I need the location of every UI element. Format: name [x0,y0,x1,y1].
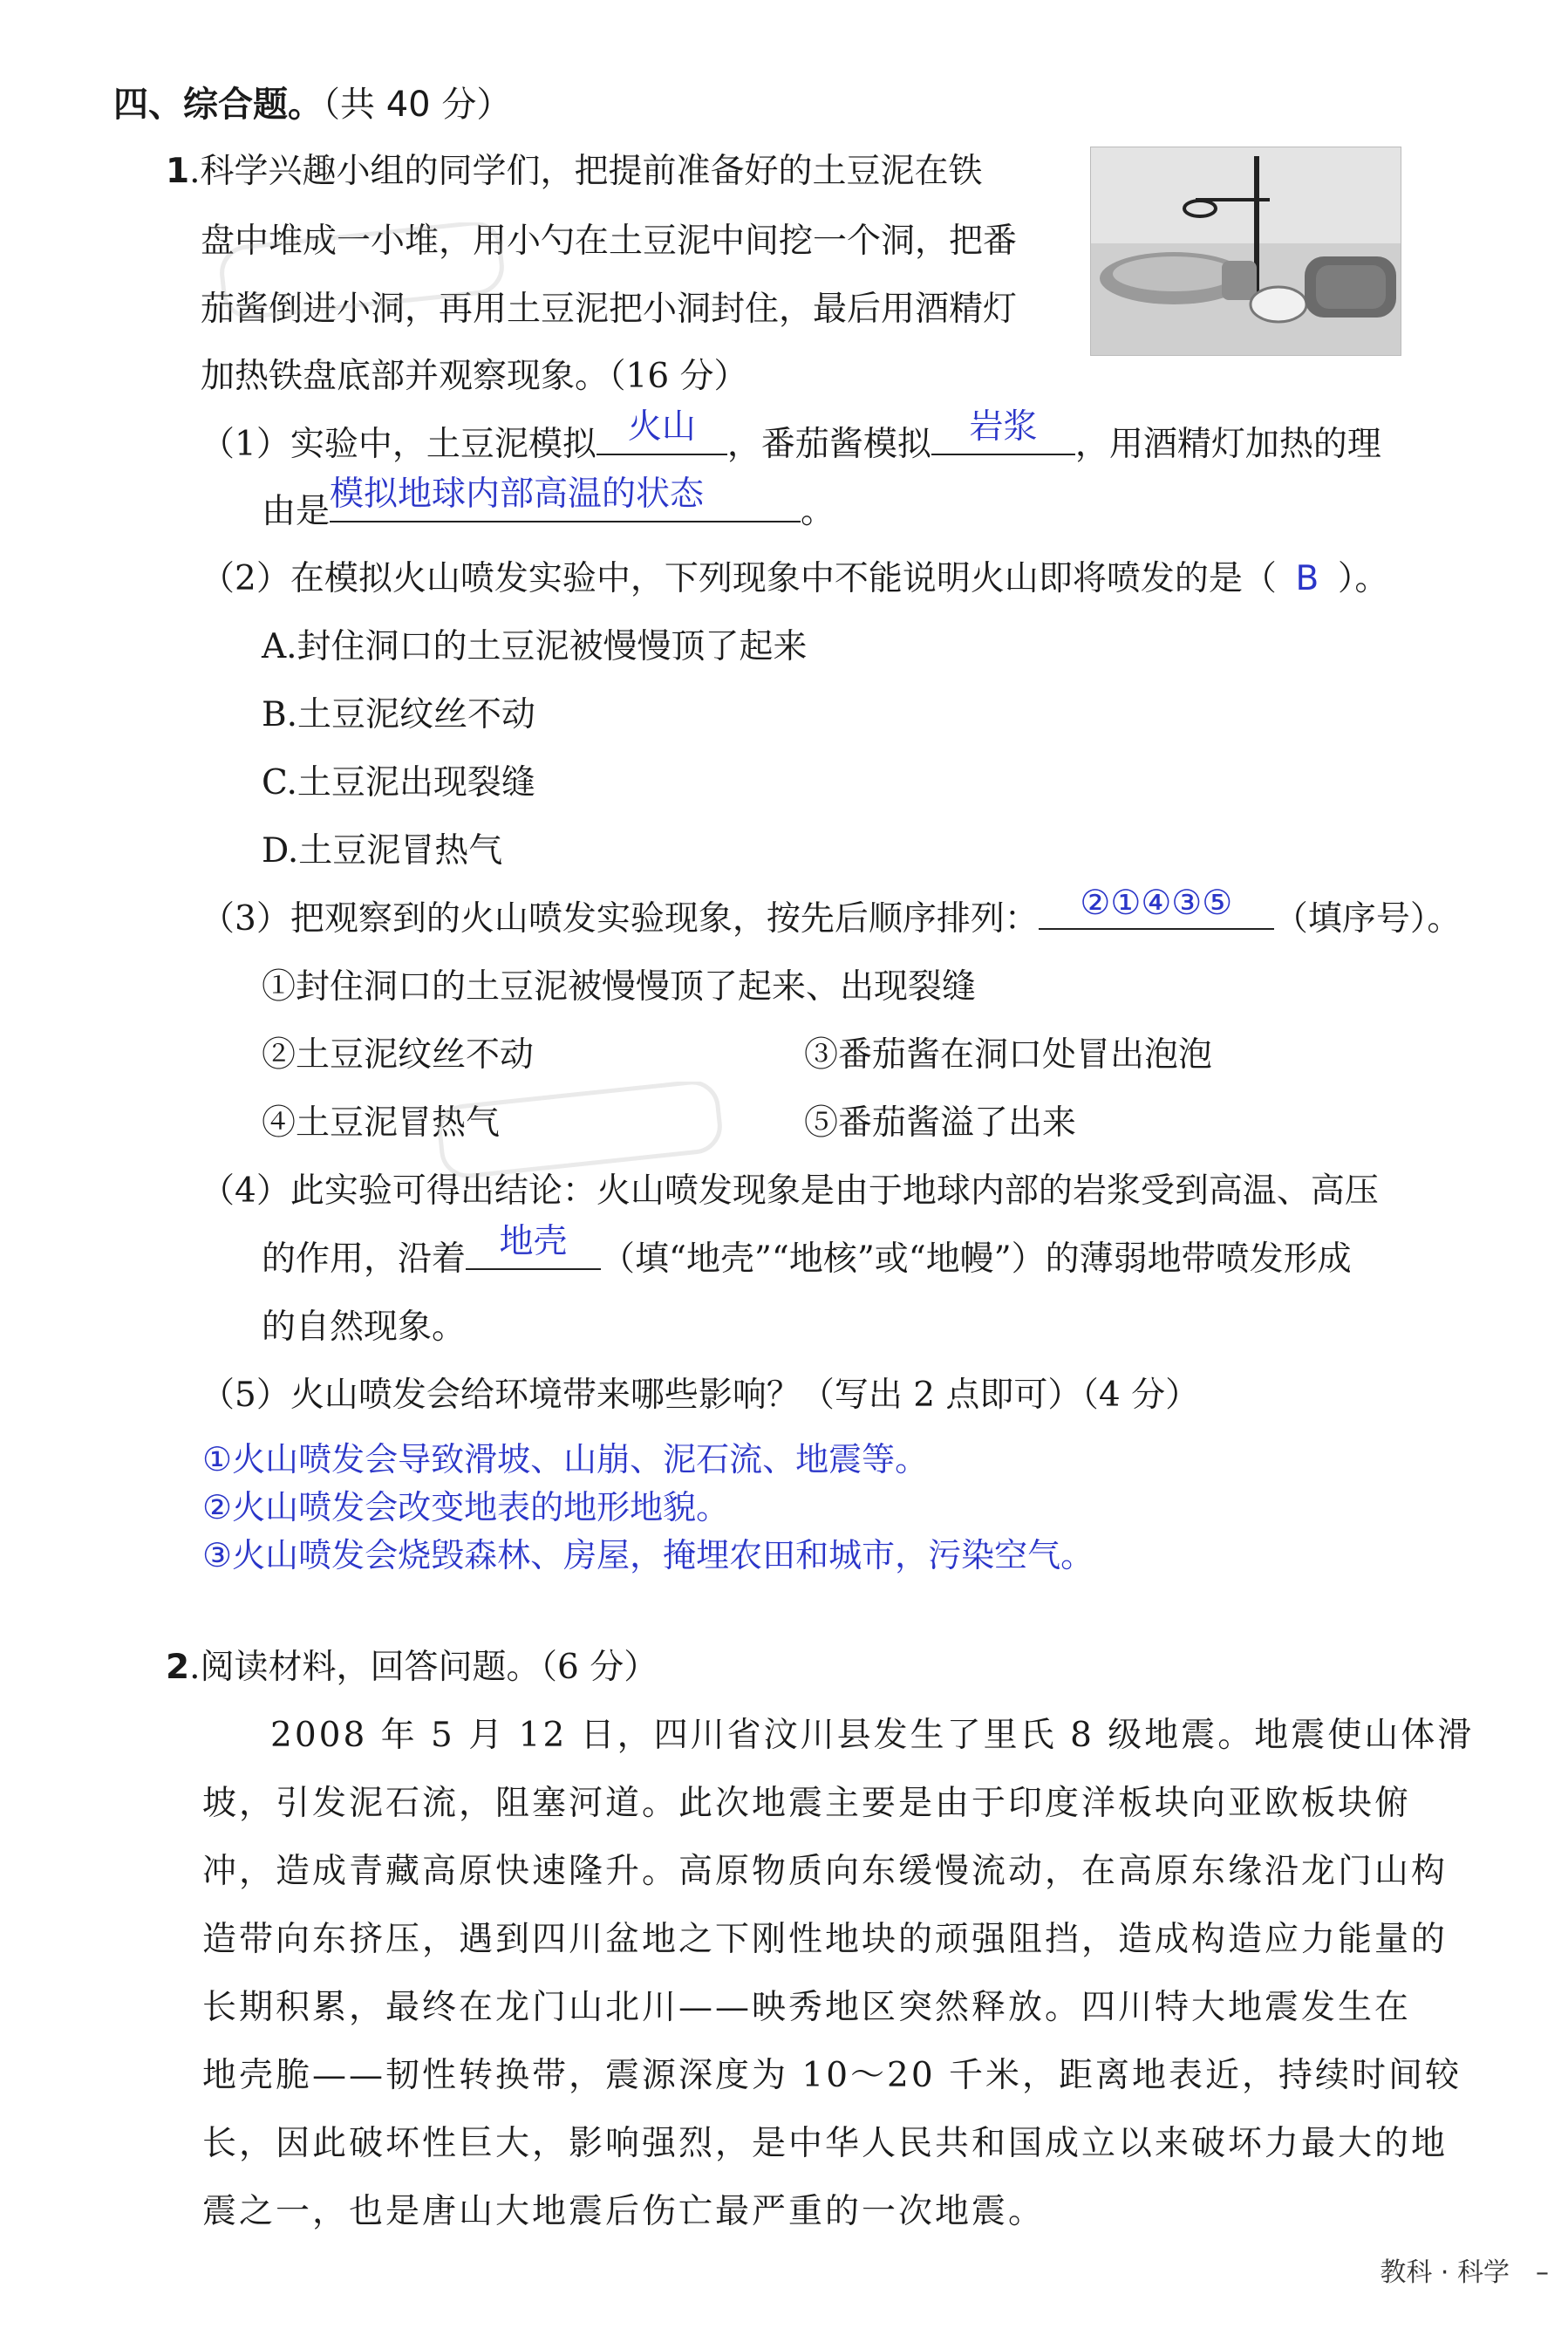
page-footer: 教科 · 科学 – [1380,2257,1549,2288]
q2-number: 2 [166,1648,190,1687]
section-points: （共 40 分） [323,85,512,125]
option-a: A.封住洞口的土豆泥被慢慢顶了起来 [262,627,808,666]
watermark-logo [218,222,515,318]
answer-effect-1: ①火山喷发会导致滑坡、山崩、泥石流、地震等。 [202,1440,929,1478]
answer-choice: B [1295,559,1319,598]
q2-stem: 2.阅读材料，回答问题。（6 分） [166,1648,658,1687]
answer-blank-reason: 模拟地球内部高温的状态 [330,484,801,522]
passage-line-5: 长期积累，最终在龙门山北川——映秀地区突然释放。四川特大地震发生在 [202,1988,1412,2027]
experiment-photo [1090,147,1401,356]
q1-stem-line-1: 1.科学兴趣小组的同学们，把提前准备好的土豆泥在铁 [166,152,983,191]
passage-line-3: 冲，造成青藏高原快速隆升。高原物质向东缓慢流动，在高原东缘沿龙门山构 [202,1852,1449,1891]
phenomenon-4: ④土豆泥冒热气 [262,1103,501,1143]
phenomenon-5: ⑤番茄酱溢了出来 [804,1103,1077,1143]
answer-blank-magma: 岩浆 [931,417,1075,455]
option-d: D.土豆泥冒热气 [262,831,503,871]
passage-line-6: 地壳脆——韧性转换带，震源深度为 10～20 千米，距离地表近，持续时间较 [202,2056,1462,2095]
phenomenon-2: ②土豆泥纹丝不动 [262,1035,535,1075]
q1-part4-line-1: （4）此实验可得出结论：火山喷发现象是由于地球内部的岩浆受到高温、高压 [201,1171,1379,1211]
q1-part4-line-3: 的自然现象。 [262,1308,467,1347]
passage-line-4: 造带向东挤压，遇到四川盆地之下刚性地块的顽强阻挡，造成构造应力能量的 [202,1920,1449,1959]
option-b: B.土豆泥纹丝不动 [262,695,536,734]
q1-stem-line-3: 茄酱倒进小洞，再用土豆泥把小洞封住，最后用酒精灯 [201,290,1018,329]
q1-number: 1 [166,152,190,191]
section-heading [113,77,511,126]
section-title: 四、综合题。 [113,85,323,125]
q1-part4-line-2: 的作用，沿着 地壳 （填“地壳”“地核”或“地幔”）的薄弱地带喷发形成 [262,1222,1352,1279]
passage-line-1: 2008 年 5 月 12 日，四川省汶川县发生了里氏 8 级地震。地震使山体滑 [270,1716,1475,1755]
q1-part3-question: （3）把观察到的火山喷发实验现象，按先后顺序排列： ②①④③⑤ （填序号）。 [201,884,1462,939]
passage-line-8: 震之一，也是唐山大地震后伤亡最严重的一次地震。 [202,2192,1046,2231]
phenomenon-1: ①封住洞口的土豆泥被慢慢顶了起来、出现裂缝 [262,967,977,1007]
q1-stem-line-2: 盘中堆成一小堆，用小勺在土豆泥中间挖一个洞，把番 [201,222,1018,261]
answer-blank-volcano: 火山 [597,417,727,455]
passage-line-7: 长，因此破坏性巨大，影响强烈，是中华人民共和国成立以来破坏力最大的地 [202,2124,1449,2163]
q1-part1-line-2: 由是 模拟地球内部高温的状态 。 [262,475,835,531]
answer-blank-order: ②①④③⑤ [1039,891,1274,930]
passage-line-2: 坡，引发泥石流，阻塞河道。此次地震主要是由于印度洋板块向亚欧板块俯 [202,1784,1412,1823]
answer-effect-2: ②火山喷发会改变地表的地形地貌。 [202,1488,730,1526]
watermark-logo [436,1082,733,1178]
q1-part2-question: （2）在模拟火山喷发实验中，下列现象中不能说明火山即将喷发的是（ B ）。 [201,559,1389,598]
q1-part1-line-1: （1）实验中，土豆泥模拟 火山 ，番茄酱模拟 岩浆 ，用酒精灯加热的理 [201,407,1381,464]
answer-effect-3: ③火山喷发会烧毁森林、房屋，掩埋农田和城市，污染空气。 [202,1536,1094,1574]
q1-part5-question: （5）火山喷发会给环境带来哪些影响？（写出 2 点即可）（4 分） [201,1376,1200,1415]
phenomenon-3: ③番茄酱在洞口处冒出泡泡 [804,1035,1213,1075]
option-c: C.土豆泥出现裂缝 [262,763,535,802]
iron-stand-illustration [1091,147,1401,355]
answer-blank-crust: 地壳 [466,1232,601,1270]
q1-stem-line-4: 加热铁盘底部并观察现象。（16 分） [201,357,748,396]
